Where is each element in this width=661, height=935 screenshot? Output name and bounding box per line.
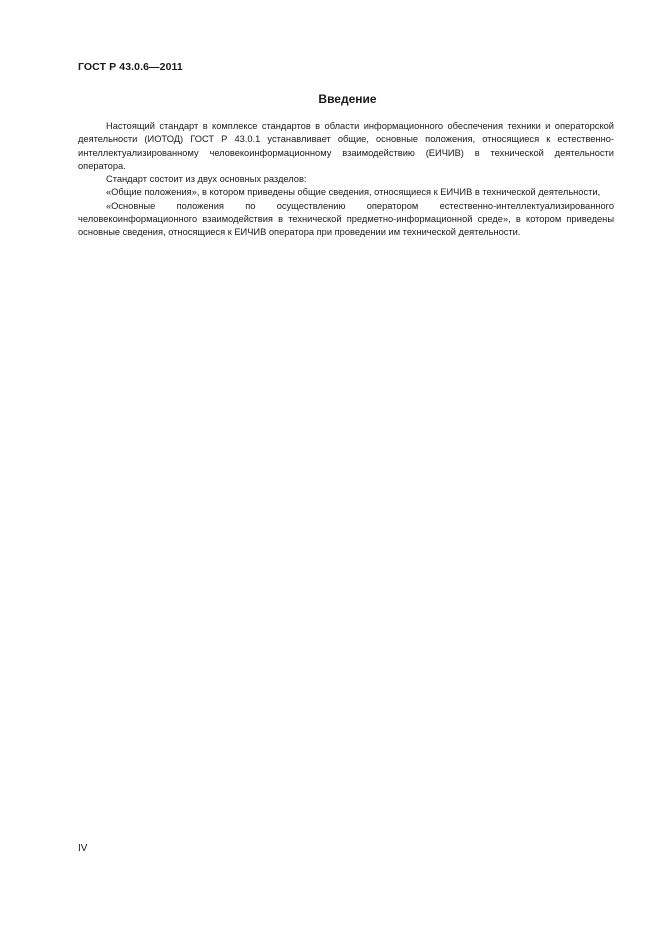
paragraph-section-general: «Общие положения», в котором приведены общие сведения, относящиеся к ЕИЧИВ в технической деятельности, bbox=[106, 187, 601, 198]
paragraph-intro: Настоящий стандарт в комплексе стандартов в области информационного обеспечения техники и операторской деятельности (ИОТОД) ГОСТ Р 43.0.1 устанавливает общие, основные положения, относящиеся к естественно-интеллектуализированному человекоинформационному взаимодействию (ЕИЧИВ) в технической деятельности оператора. bbox=[78, 121, 614, 171]
section-title: Введение bbox=[318, 92, 377, 106]
paragraph-structure: Стандарт состоит из двух основных разделов: bbox=[106, 174, 307, 185]
page-number: IV bbox=[78, 843, 88, 854]
paragraph-section-main: «Основные положения по осуществлению оператором естественно-интеллектуализированного человекоинформационного взаимодействия в технической предметно-информационной среде», в котором приведены основные сведения, относящиеся к ЕИЧИВ оператора при проведении им технической деятельности. bbox=[78, 200, 614, 238]
document-code: ГОСТ Р 43.0.6—2011 bbox=[78, 61, 183, 73]
body-text bbox=[78, 120, 614, 240]
